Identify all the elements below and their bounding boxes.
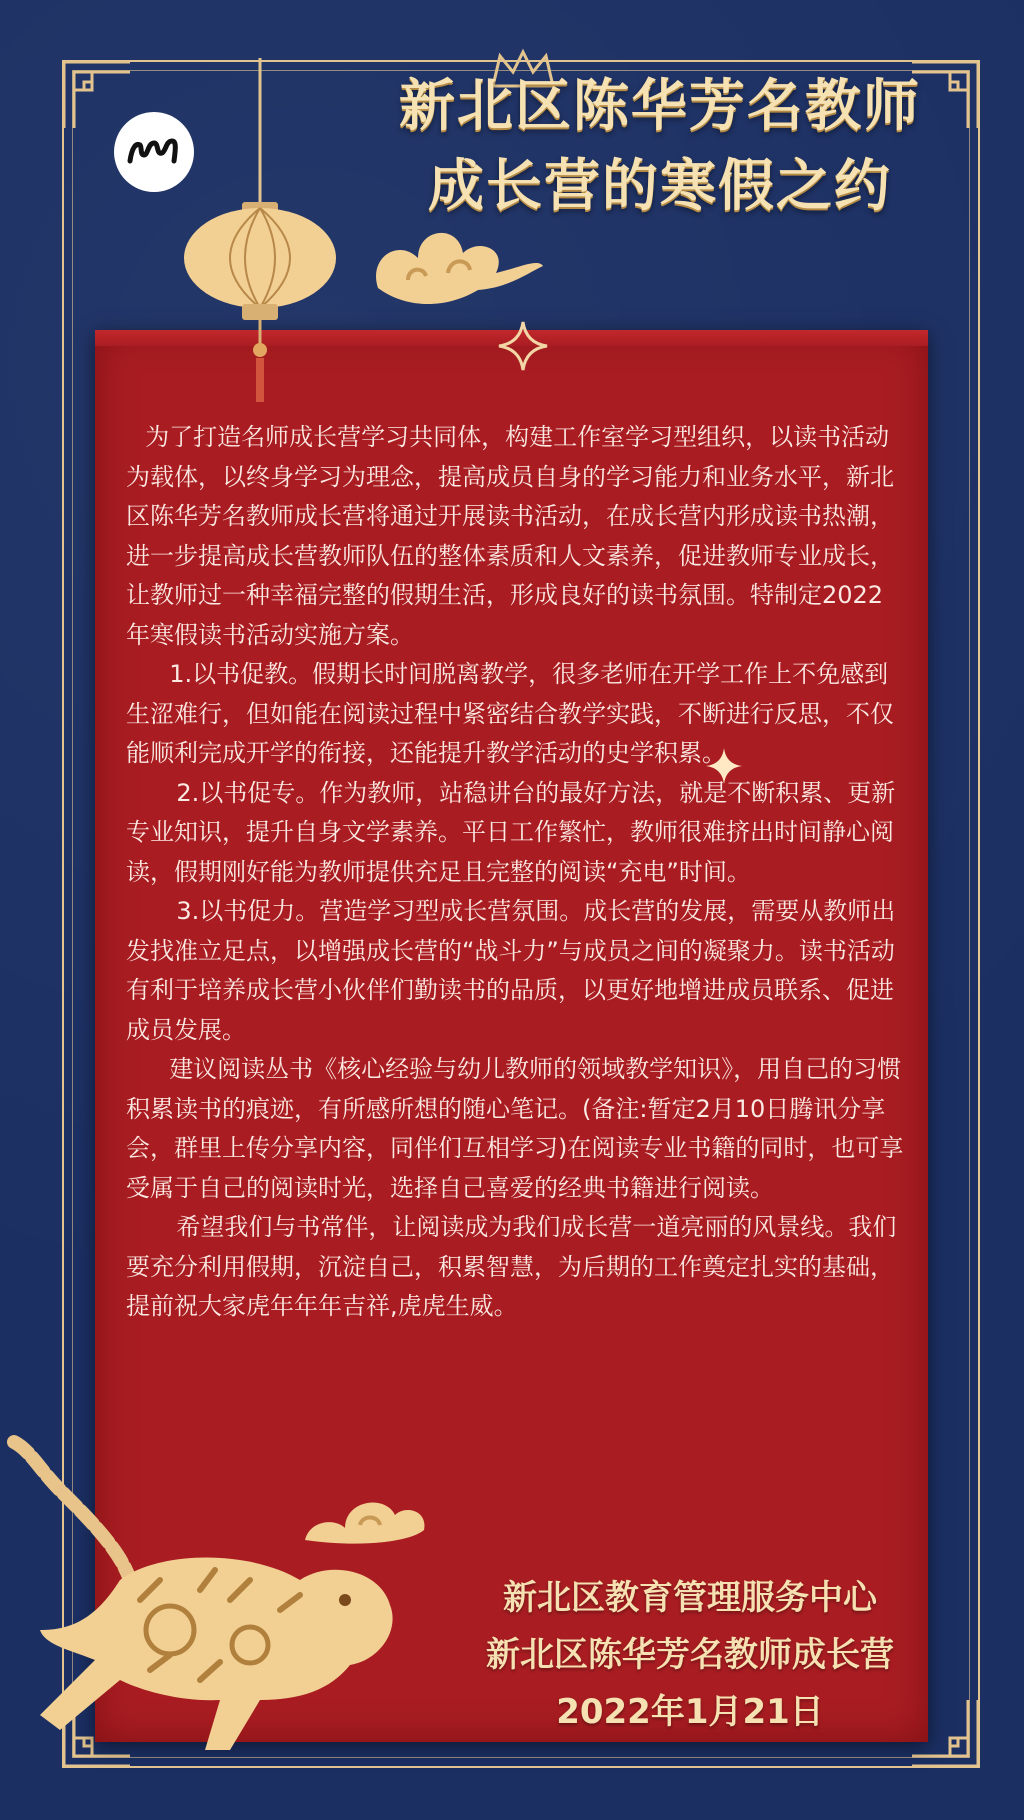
corner-ornament-icon: [62, 60, 132, 130]
paragraph-point-2: 2.以书促专。作为教师，站稳讲台的最好方法，就是不断积累、更新专业知识，提升自身文学素养。平日工作繁忙，教师很难挤出时间静心阅读，假期刚好能为教师提供充足且完整的阅读“充电”时间。: [126, 778, 896, 886]
paragraph-point-3: 3.以书促力。营造学习型成长营氛围。成长营的发展，需要从教师出发找准立足点，以增强成长营的“战斗力”与成员之间的凝聚力。读书活动有利于培养成长营小伙伴们勤读书的品质，以更好地增进成员联系、促进成员发展。: [126, 897, 896, 1044]
page-title: [340, 66, 980, 226]
signature-date: 2022年1月21日: [556, 1692, 824, 1732]
paragraph-point-1: 1.以书促教。假期长时间脱离教学，很多老师在开学工作上不免感到生涩难行，但如能在阅读过程中紧密结合教学实践，不断进行反思，不仅能顺利完成开学的衔接，还能提升教学活动的史学积累。: [126, 660, 894, 767]
paragraph-closing: 希望我们与书常伴，让阅读成为我们成长营一道亮丽的风景线。我们要充分利用假期，沉淀自己，积累智慧，为后期的工作奠定扎实的基础，提前祝大家虎年年年吉祥,虎虎生威。: [126, 1213, 897, 1320]
title-line-2: 成长营的寒假之约: [428, 153, 892, 219]
paragraph-recommendation: 建议阅读丛书《核心经验与幼儿教师的领域教学知识》，用自己的习惯积累读书的痕迹，有所感所想的随心笔记。(备注:暂定2月10日腾讯分享会，群里上传分享内容，同伴们互相学习)在阅读专业书籍的同时，也可享受属于自己的阅读时光，选择自己喜爱的经典书籍进行阅读。: [126, 1055, 904, 1202]
signature-org-1: 新北区教育管理服务中心: [503, 1578, 877, 1618]
sparkle-star-icon: [497, 320, 549, 372]
signature-block: [440, 1570, 940, 1741]
lantern-icon: [180, 58, 340, 403]
title-line-1: 新北区陈华芳名教师: [399, 73, 921, 139]
signature-org-2: 新北区陈华芳名教师成长营: [486, 1635, 894, 1675]
logo-icon: [126, 135, 182, 169]
cloud-icon: [368, 218, 548, 318]
paragraph-intro: 为了打造名师成长营学习共同体，构建工作室学习型组织，以读书活动为载体，以终身学习为理念，提高成员自身的学习能力和业务水平，新北区陈华芳名教师成长营将通过开展读书活动，在成长营内形成读书热潮，进一步提高成长营教师队伍的整体素质和人文素养，促进教师专业成长，让教师过一种幸福完整的假期生活，形成良好的读书氛围。特制定2022年寒假读书活动实施方案。: [126, 423, 894, 649]
cloud-icon: [300, 1480, 430, 1550]
article-body: [126, 418, 906, 1327]
